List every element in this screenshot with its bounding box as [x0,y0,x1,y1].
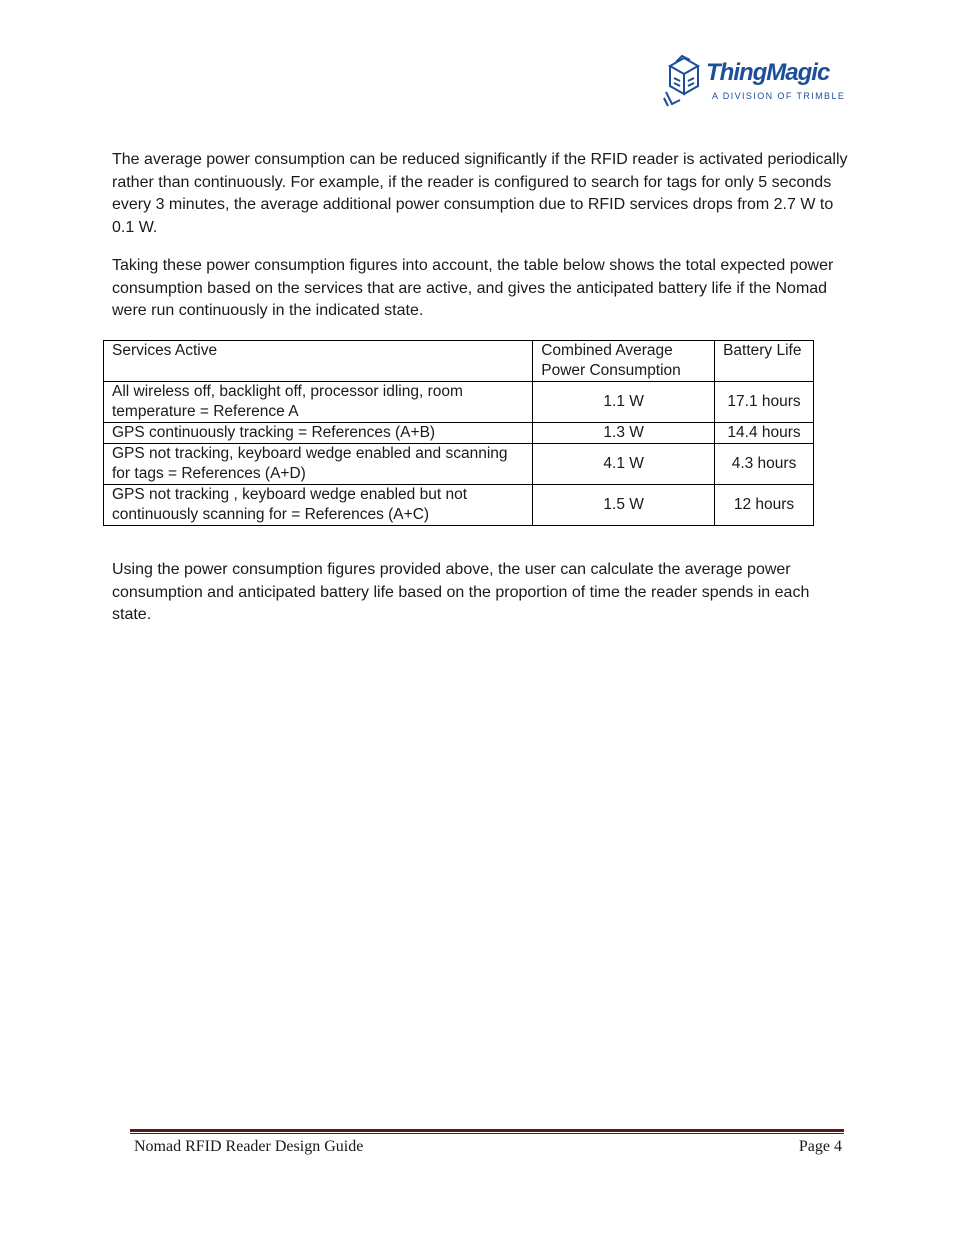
header-services-active: Services Active [104,341,533,382]
footer-rule-thin [130,1133,844,1134]
table-row [104,444,814,485]
table-header-row [104,341,814,382]
thingmagic-logo [660,54,850,110]
service-cell: GPS not tracking , keyboard wedge enabled but not continuously scanning for = References (A+C) [104,485,533,526]
table-intro-paragraph: Taking these power consumption figures into account, the table below shows the total expected power consumption based on the services that are active, and gives the anticipated battery life if the Nomad were run continuously in the indicated state. [112,257,834,320]
calculation-paragraph: Using the power consumption figures provided above, the user can calculate the average power consumption and anticipated battery life based on the proportion of time the reader spends in each state. [112,561,810,624]
logo-wordmark: ThingMagic [706,59,830,86]
service-cell: GPS not tracking, keyboard wedge enabled and scanning for tags = References (A+D) [104,444,533,485]
table-row [104,423,814,444]
header-power-consumption: Combined Average Power Consumption [533,341,715,382]
battery-cell: 4.3 hours [715,444,814,485]
footer-page-number: Page 4 [798,1138,842,1155]
battery-cell: 14.4 hours [715,423,814,444]
battery-cell: 17.1 hours [715,382,814,423]
cube-logo-icon [662,54,706,108]
power-cell: 1.3 W [533,423,715,444]
logo-tagline: A DIVISION OF TRIMBLE [712,91,846,101]
service-cell: All wireless off, backlight off, processor idling, room temperature = Reference A [104,382,533,423]
power-cell: 4.1 W [533,444,715,485]
table-row [104,485,814,526]
footer-rule [130,1129,844,1132]
table-row [104,382,814,423]
power-cell: 1.1 W [533,382,715,423]
service-cell: GPS continuously tracking = References (A+B) [104,423,533,444]
footer-document-title: Nomad RFID Reader Design Guide [134,1138,364,1155]
power-cell: 1.5 W [533,485,715,526]
battery-cell: 12 hours [715,485,814,526]
header-battery-life: Battery Life [715,341,814,382]
power-consumption-table [103,340,814,526]
intro-paragraph: The average power consumption can be reduced significantly if the RFID reader is activated periodically rather than continuously. For example, if the reader is configured to search for tags for only 5 seconds every 3 minutes, the average additional power consumption due to RFID services drops from 2.7 W to 0.1 W. [112,151,848,237]
